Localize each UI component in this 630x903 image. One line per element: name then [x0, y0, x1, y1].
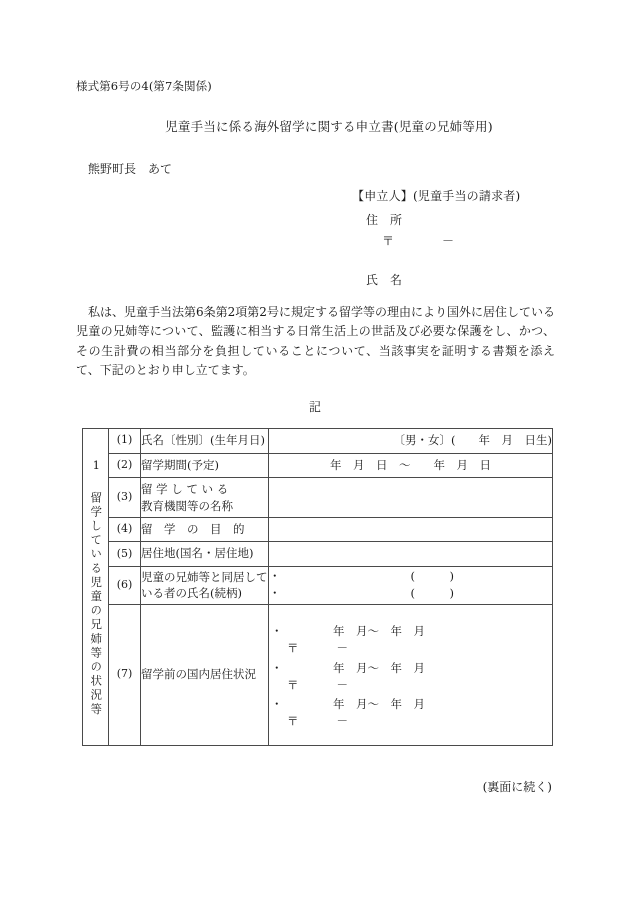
residence-period-field[interactable]: 年 月～ 年 月 — [333, 660, 425, 675]
row-value-3[interactable] — [269, 478, 553, 518]
row-label-7: 留学前の国内居住状況 — [141, 604, 269, 745]
row-number-1: (1) — [109, 429, 141, 454]
residence-period-line[interactable] — [269, 696, 552, 713]
bullet-dot-icon: ・ — [271, 660, 283, 675]
bullet-dot-icon: ・ — [271, 697, 283, 712]
row-number-6: (6) — [109, 567, 141, 605]
table-row — [83, 478, 553, 518]
postal-mark-icon: 〒 — [287, 641, 299, 656]
postal-dash: － — [336, 641, 348, 656]
bullet-dot-icon: ・ — [271, 624, 283, 639]
residence-period-line[interactable] — [269, 623, 552, 640]
row-label-3 — [141, 478, 269, 518]
applicant-postal-field[interactable]: 〒 － — [382, 234, 455, 248]
continued-note: (裏面に続く) — [482, 780, 552, 794]
addressee-line: 熊野町長 あて — [88, 162, 173, 176]
residence-history-entry[interactable] — [269, 660, 552, 695]
ki-marker: 記 — [308, 400, 321, 414]
status-table — [82, 428, 553, 746]
table-row — [83, 429, 553, 454]
residence-postal-line[interactable] — [269, 677, 552, 694]
residence-period-field[interactable]: 年 月～ 年 月 — [333, 697, 425, 712]
row-label-5: 居住地(国名・居住地) — [141, 542, 269, 567]
postal-mark-icon: 〒 — [287, 714, 299, 729]
page-title: 児童手当に係る海外留学に関する申立書(児童の兄姉等用) — [165, 119, 493, 134]
row-label-6-line2: いる者の氏名(続柄) — [141, 586, 242, 601]
postal-mark-icon: 〒 — [287, 677, 299, 692]
declaration-paragraph: 私は、児童手当法第6条第2項第2号に規定する留学等の理由により国外に居住している児童の兄姉等について、監護に相当する日常生活上の世話及び必要な保護をし、かつ、その生計費の相当部分を負担していることについて、当該事実を証明する書類を添えて、下記のとおり申し立てます。 — [76, 305, 555, 378]
row-number-3: (3) — [109, 478, 141, 518]
row-label-3-line1: 留 学 し て い る — [141, 481, 229, 496]
applicant-heading: 【申立人】(児童手当の請求者) — [352, 189, 521, 203]
residence-period-field[interactable]: 年 月～ 年 月 — [333, 624, 425, 639]
residence-history-list — [269, 617, 552, 731]
cohabitant-relation-field[interactable]: ( ) — [410, 586, 454, 601]
cohabitant-entry[interactable] — [269, 568, 552, 585]
row-number-2: (2) — [109, 453, 141, 478]
row-value-5[interactable] — [269, 542, 553, 567]
residence-postal-line[interactable] — [269, 640, 552, 657]
row-label-1: 氏名〔性別〕(生年月日) — [141, 429, 269, 454]
postal-dash: － — [336, 677, 348, 692]
table-row — [83, 542, 553, 567]
row-number-7: (7) — [109, 604, 141, 745]
row-value-2[interactable]: 年 月 日 ～ 年 月 日 — [269, 453, 553, 478]
vertical-section-header — [83, 429, 109, 746]
applicant-block — [352, 190, 520, 286]
row-label-6 — [141, 567, 269, 605]
vertical-section-header-text: 1 留学している児童の兄姉等の状況等 — [89, 457, 104, 717]
row-value-4[interactable] — [269, 517, 553, 542]
bullet-dot-icon: ・ — [269, 586, 281, 601]
residence-history-entry[interactable] — [269, 623, 552, 658]
residence-period-line[interactable] — [269, 660, 552, 677]
table-row — [83, 567, 553, 605]
row-label-6-line1: 児童の兄姉等と同居して — [141, 569, 268, 584]
table-row — [83, 453, 553, 478]
cohabitant-entry[interactable] — [269, 585, 552, 602]
postal-dash: － — [336, 714, 348, 729]
row-value-7[interactable] — [269, 604, 553, 745]
table-row — [83, 604, 553, 745]
row-label-4: 留 学 の 目 的 — [141, 517, 269, 542]
residence-postal-line[interactable] — [269, 713, 552, 730]
row-value-6[interactable] — [269, 567, 553, 605]
row-value-1[interactable]: 〔男・女〕( 年 月 日生) — [269, 429, 553, 454]
row-number-4: (4) — [109, 517, 141, 542]
residence-history-entry[interactable] — [269, 696, 552, 731]
row-label-3-line2: 教育機関等の名称 — [141, 498, 233, 513]
form-number: 様式第6号の4(第7条関係) — [76, 79, 212, 93]
row-label-2: 留学期間(予定) — [141, 453, 269, 478]
applicant-address-label: 住 所 — [366, 213, 403, 227]
bullet-dot-icon: ・ — [269, 569, 281, 584]
table-row — [83, 517, 553, 542]
row-number-5: (5) — [109, 542, 141, 567]
applicant-name-label: 氏 名 — [366, 273, 403, 287]
cohabitant-relation-field[interactable]: ( ) — [410, 569, 454, 584]
